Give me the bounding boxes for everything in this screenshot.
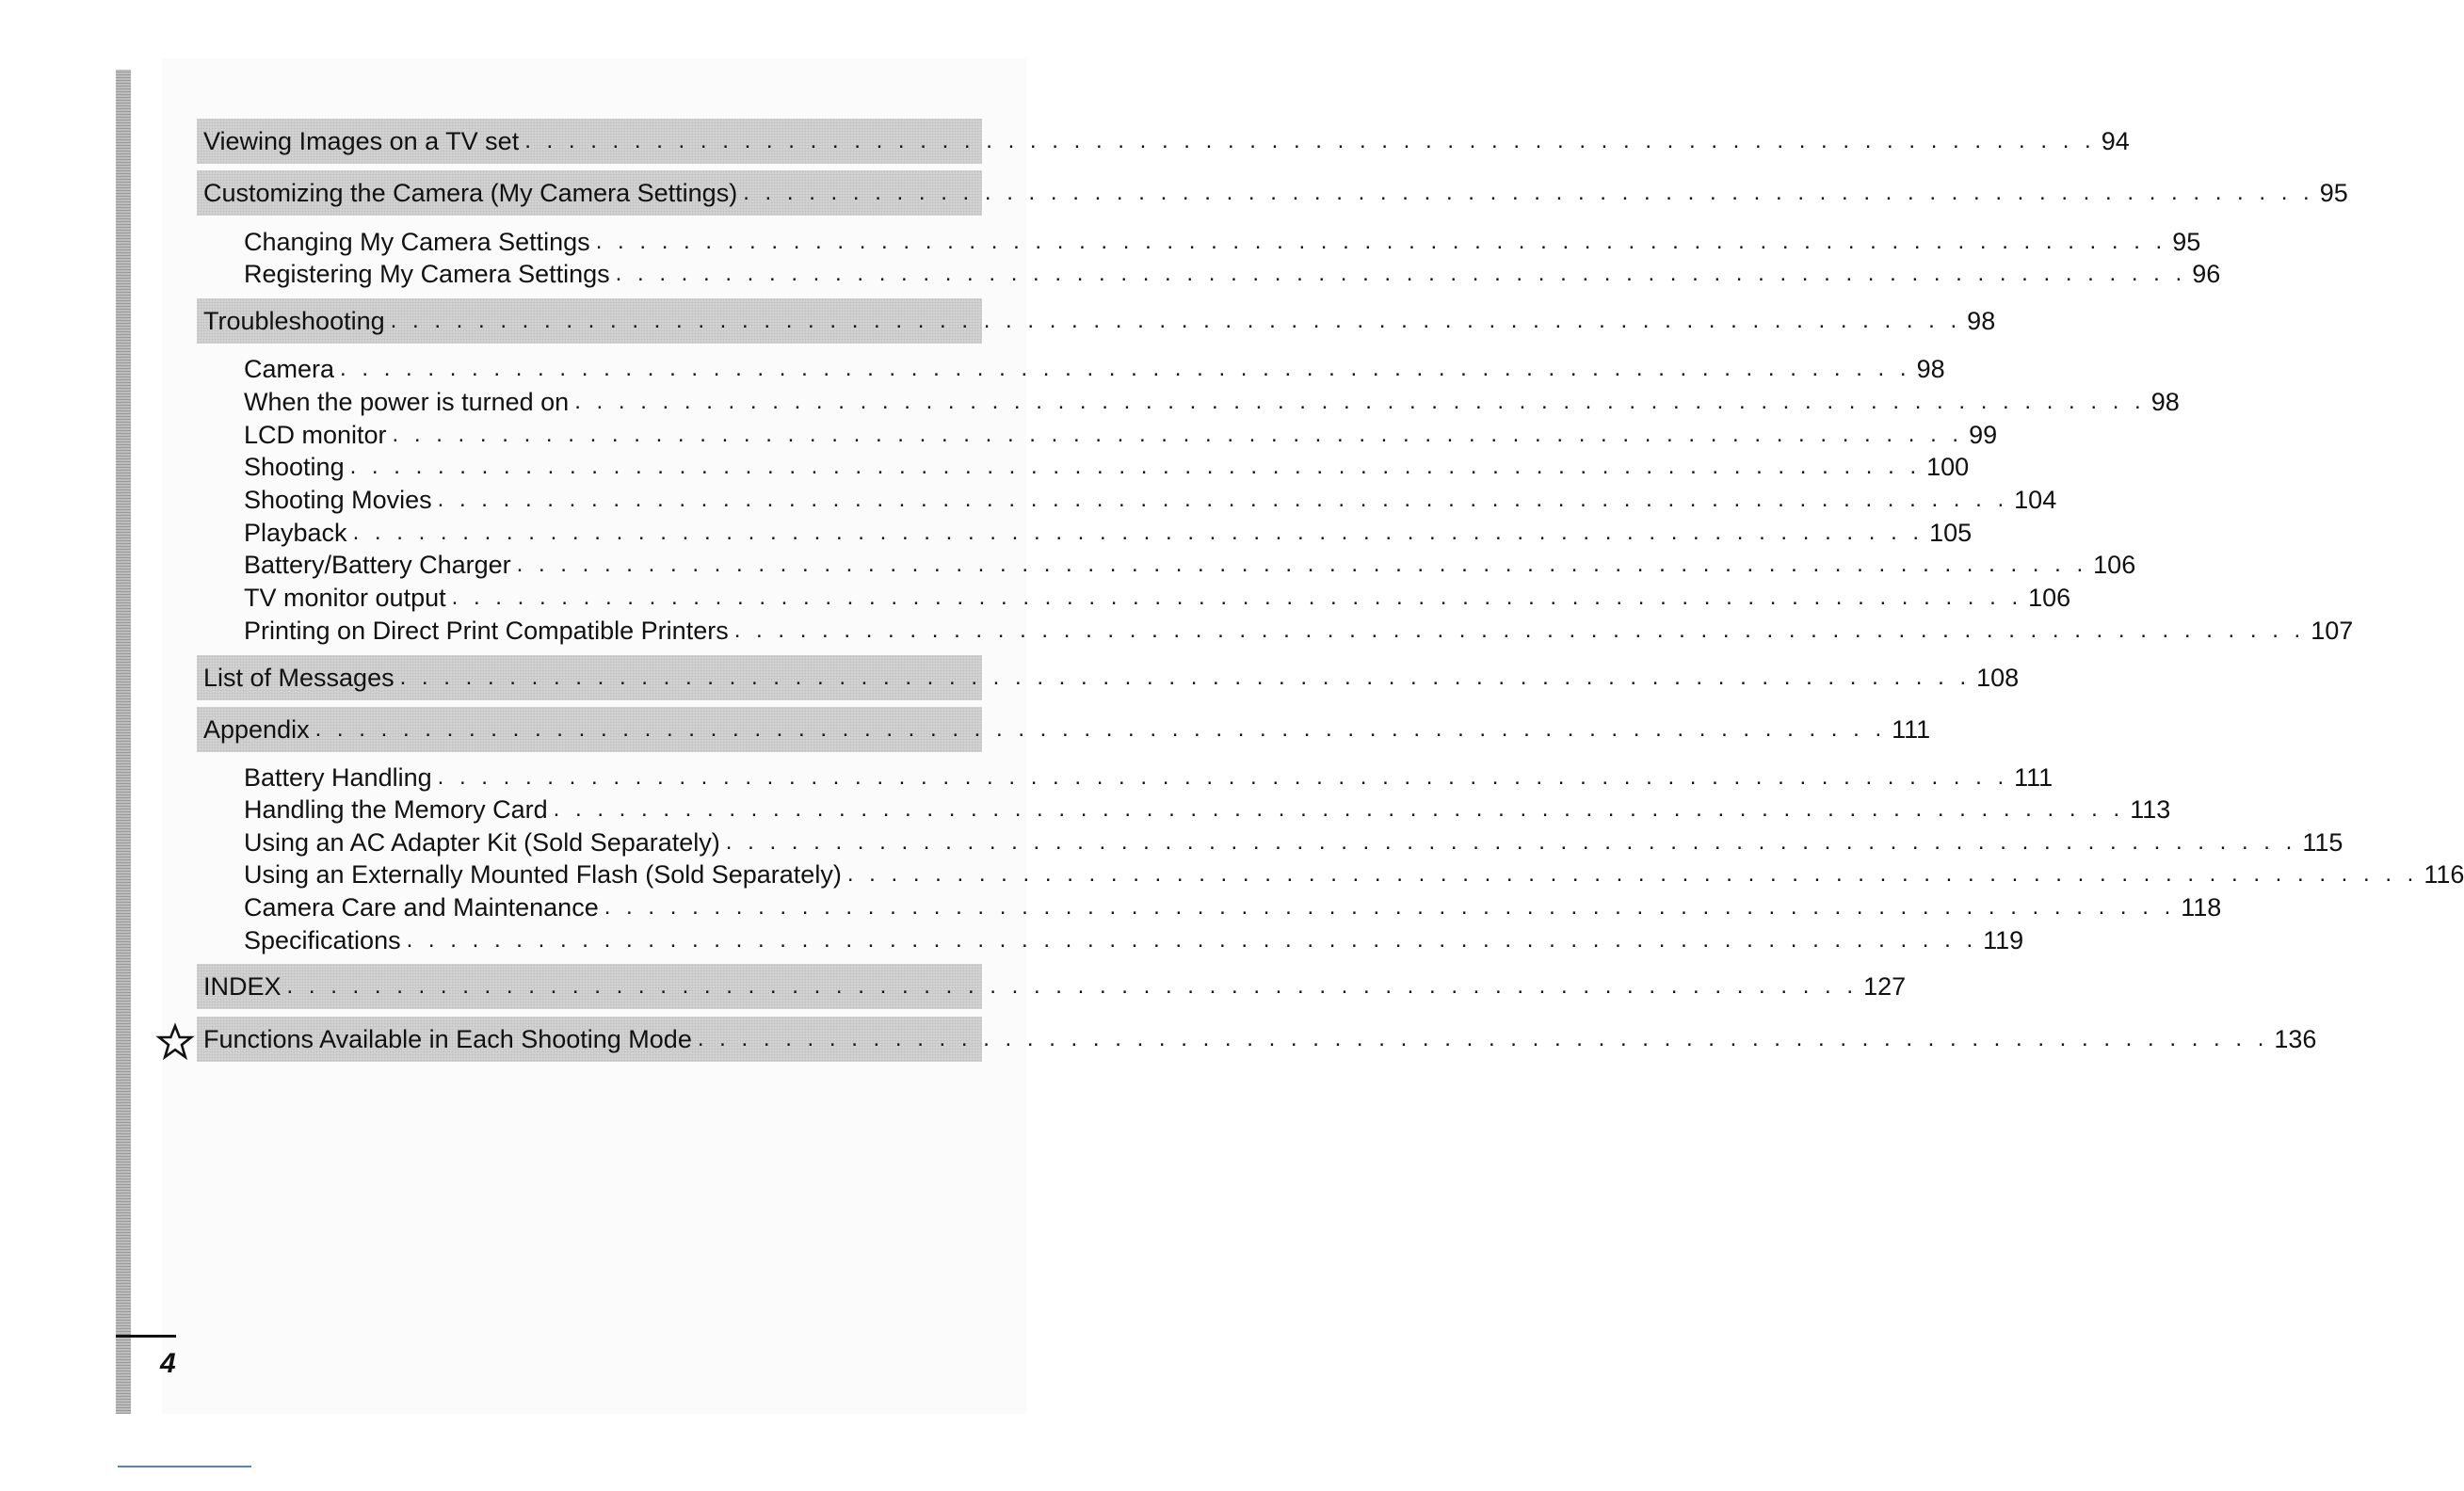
dot-leader: . . . . . . . . . . . . . . . . . . . . . . . . . . . . . . . . . . . . . . . . . . . . . . . . . . . . . . . . . . . . . . . . . . . . . . . .: [743, 180, 2314, 205]
toc-page-number: 127: [1863, 971, 1907, 1001]
toc-section-title: Appendix: [203, 714, 310, 744]
toc-item-shooting-movies[interactable]: [244, 484, 2057, 516]
dot-leader: . . . . . . . . . . . . . . . . . . . . . . . . . . . . . . . . . . . . . . . . . . . . . . . . . . . . . . . . . . . . . . . . . . . . . . . .: [314, 716, 1887, 742]
toc-item-title: Battery/Battery Charger: [244, 550, 511, 579]
toc-page-number: 113: [2130, 794, 2171, 824]
toc-page-number: 116: [2424, 859, 2464, 889]
toc-page-number: 95: [2319, 178, 2348, 207]
toc-item-direct-print[interactable]: [244, 615, 2354, 647]
toc-item-title: When the power is turned on: [244, 387, 570, 416]
toc-section-title: List of Messages: [203, 663, 395, 692]
toc-page-number: 108: [1976, 663, 2020, 692]
toc-item-title: Battery Handling: [244, 762, 432, 792]
toc-page-number: 98: [2150, 387, 2180, 416]
dot-leader: . . . . . . . . . . . . . . . . . . . . . . . . . . . . . . . . . . . . . . . . . . . . . . . . . . . . . . . . . . . . . . . . . . . . . . . .: [725, 829, 2297, 855]
toc-page-number: 100: [1926, 452, 1970, 481]
toc-item-camera-care[interactable]: [244, 891, 2222, 923]
toc-item-lcd-monitor[interactable]: [244, 419, 1998, 451]
toc-item-battery-charger[interactable]: [244, 549, 2136, 581]
dot-leader: . . . . . . . . . . . . . . . . . . . . . . . . . . . . . . . . . . . . . . . . . . . . . . . . . . . . . . . . . . . . . . . . . . . . . . . .: [524, 128, 2096, 153]
toc-page-number: 115: [2302, 827, 2343, 857]
toc-item-title: Camera Care and Maintenance: [244, 892, 599, 922]
dot-leader: . . . . . . . . . . . . . . . . . . . . . . . . . . . . . . . . . . . . . . . . . . . . . . . . . . . . . . . . . . . . . . . . . . . . . . . .: [733, 617, 2306, 643]
toc-item-title: Camera: [244, 354, 335, 383]
toc-item-title: Printing on Direct Print Compatible Printers: [244, 616, 729, 645]
dot-leader: . . . . . . . . . . . . . . . . . . . . . . . . . . . . . . . . . . . . . . . . . . . . . . . . . . . . . . . . . . . . . . . . . . . . . . . .: [437, 487, 2009, 512]
toc-page-number: 106: [2028, 583, 2071, 612]
dot-leader: . . . . . . . . . . . . . . . . . . . . . . . . . . . . . . . . . . . . . . . . . . . . . . . . . . . . . . . . . . . . . . . . . . . . . . . .: [595, 229, 2167, 254]
dot-leader: . . . . . . . . . . . . . . . . . . . . . . . . . . . . . . . . . . . . . . . . . . . . . . . . . . . . . . . . . . . . . . . . . . . . . . . .: [349, 454, 1922, 479]
dot-leader: . . . . . . . . . . . . . . . . . . . . . . . . . . . . . . . . . . . . . . . . . . . . . . . . . . . . . . . . . . . . . . . . . . . . . . . .: [574, 389, 2146, 414]
toc-item-registering-settings[interactable]: [244, 258, 2221, 290]
dot-leader: . . . . . . . . . . . . . . . . . . . . . . . . . . . . . . . . . . . . . . . . . . . . . . . . . . . . . . . . . . . . . . . . . . . . . . . .: [437, 764, 2009, 790]
toc-page-number: 111: [2014, 762, 2053, 792]
toc-item-title: TV monitor output: [244, 583, 446, 612]
page-number: 4: [160, 1348, 176, 1379]
toc-section-shooting-mode-functions[interactable]: [197, 1017, 2317, 1062]
star-outline-icon: [156, 1023, 194, 1061]
dot-leader: . . . . . . . . . . . . . . . . . . . . . . . . . . . . . . . . . . . . . . . . . . . . . . . . . . . . . . . . . . . . . . . . . . . . . . . .: [392, 422, 1964, 447]
toc-page-number: 105: [1929, 518, 1973, 547]
toc-item-title: Registering My Camera Settings: [244, 259, 610, 288]
toc-section-title: INDEX: [203, 971, 282, 1001]
toc-item-power-on[interactable]: [244, 386, 2180, 418]
toc-page-number: 118: [2181, 892, 2222, 922]
dot-leader: . . . . . . . . . . . . . . . . . . . . . . . . . . . . . . . . . . . . . . . . . . . . . . . . . . . . . . . . . . . . . . . . . . . . . . . .: [352, 520, 1924, 545]
dot-leader: . . . . . . . . . . . . . . . . . . . . . . . . . . . . . . . . . . . . . . . . . . . . . . . . . . . . . . . . . . . . . . . . . . . . . . . .: [553, 796, 2125, 822]
dot-leader: . . . . . . . . . . . . . . . . . . . . . . . . . . . . . . . . . . . . . . . . . . . . . . . . . . . . . . . . . . . . . . . . . . . . . . . .: [390, 308, 1962, 333]
dot-leader: . . . . . . . . . . . . . . . . . . . . . . . . . . . . . . . . . . . . . . . . . . . . . . . . . . . . . . . . . . . . . . . . . . . . . . . .: [340, 356, 1911, 381]
toc-page-number: 98: [1916, 354, 1945, 383]
toc-page-number: 94: [2101, 126, 2130, 155]
toc-item-playback[interactable]: [244, 517, 1973, 549]
toc-item-external-flash[interactable]: [244, 858, 2464, 890]
toc-item-ac-adapter[interactable]: [244, 826, 2343, 858]
toc-page-number: 95: [2172, 227, 2201, 256]
toc-item-title: Changing My Camera Settings: [244, 227, 590, 256]
toc-item-battery-handling[interactable]: [244, 762, 2053, 794]
dot-leader: . . . . . . . . . . . . . . . . . . . . . . . . . . . . . . . . . . . . . . . . . . . . . . . . . . . . . . . . . . . . . . . . . . . . . . . .: [615, 261, 2187, 286]
toc-item-title: Using an Externally Mounted Flash (Sold Separately): [244, 859, 842, 889]
toc-item-changing-settings[interactable]: [244, 226, 2201, 258]
toc-item-specifications[interactable]: [244, 924, 2024, 956]
page-number-rule: [116, 1335, 176, 1338]
bottom-accent-line: [118, 1466, 251, 1467]
toc-item-title: Specifications: [244, 925, 401, 954]
dot-leader: . . . . . . . . . . . . . . . . . . . . . . . . . . . . . . . . . . . . . . . . . . . . . . . . . . . . . . . . . . . . . . . . . . . . . . . .: [516, 552, 2088, 577]
toc-section-appendix[interactable]: [197, 707, 1931, 752]
dot-leader: . . . . . . . . . . . . . . . . . . . . . . . . . . . . . . . . . . . . . . . . . . . . . . . . . . . . . . . . . . . . . . . . . . . . . . . .: [846, 861, 2419, 887]
toc-item-title: Using an AC Adapter Kit (Sold Separately): [244, 827, 720, 857]
page-edge-strip: [116, 70, 131, 1414]
toc-item-memory-card[interactable]: [244, 794, 2171, 826]
toc-page-number: 99: [1969, 420, 1998, 449]
toc-page-number: 106: [2093, 550, 2136, 579]
toc-item-camera[interactable]: [244, 353, 1945, 385]
dot-leader: . . . . . . . . . . . . . . . . . . . . . . . . . . . . . . . . . . . . . . . . . . . . . . . . . . . . . . . . . . . . . . . . . . . . . . . .: [399, 665, 1972, 690]
dot-leader: . . . . . . . . . . . . . . . . . . . . . . . . . . . . . . . . . . . . . . . . . . . . . . . . . . . . . . . . . . . . . . . . . . . . . . . .: [604, 894, 2176, 920]
toc-section-title: Customizing the Camera (My Camera Settings): [203, 178, 738, 207]
toc-item-shooting[interactable]: [244, 451, 1970, 483]
toc-item-tv-monitor-output[interactable]: [244, 582, 2071, 614]
dot-leader: . . . . . . . . . . . . . . . . . . . . . . . . . . . . . . . . . . . . . . . . . . . . . . . . . . . . . . . . . . . . . . . . . . . . . . . .: [406, 927, 1978, 953]
toc-section-viewing-tv[interactable]: [197, 119, 2130, 164]
toc-item-title: Playback: [244, 518, 347, 547]
toc-section-title: Viewing Images on a TV set: [203, 126, 520, 155]
toc-page-number: 119: [1983, 925, 2024, 954]
toc-page-number: 96: [2192, 259, 2221, 288]
dot-leader: . . . . . . . . . . . . . . . . . . . . . . . . . . . . . . . . . . . . . . . . . . . . . . . . . . . . . . . . . . . . . . . . . . . . . . . .: [451, 585, 2023, 610]
toc-section-customizing[interactable]: [197, 170, 2348, 216]
toc-page-number: 98: [1967, 306, 1996, 335]
toc-section-title: Troubleshooting: [203, 306, 385, 335]
toc-item-title: LCD monitor: [244, 420, 387, 449]
toc-page-number: 104: [2014, 485, 2057, 514]
toc-item-title: Handling the Memory Card: [244, 794, 548, 824]
dot-leader: . . . . . . . . . . . . . . . . . . . . . . . . . . . . . . . . . . . . . . . . . . . . . . . . . . . . . . . . . . . . . . . . . . . . . . . .: [697, 1026, 2269, 1051]
toc-section-troubleshooting[interactable]: [197, 298, 1996, 344]
toc-page-number: 107: [2311, 616, 2354, 645]
dot-leader: . . . . . . . . . . . . . . . . . . . . . . . . . . . . . . . . . . . . . . . . . . . . . . . . . . . . . . . . . . . . . . . . . . . . . . . .: [286, 973, 1859, 999]
toc-section-index[interactable]: [197, 964, 1907, 1009]
toc-page-number: 111: [1892, 714, 1931, 744]
toc-page-number: 136: [2274, 1024, 2317, 1053]
toc-item-title: Shooting: [244, 452, 345, 481]
toc-section-messages[interactable]: [197, 655, 2020, 700]
toc-section-title: Functions Available in Each Shooting Mode: [203, 1024, 692, 1053]
toc-item-title: Shooting Movies: [244, 485, 432, 514]
